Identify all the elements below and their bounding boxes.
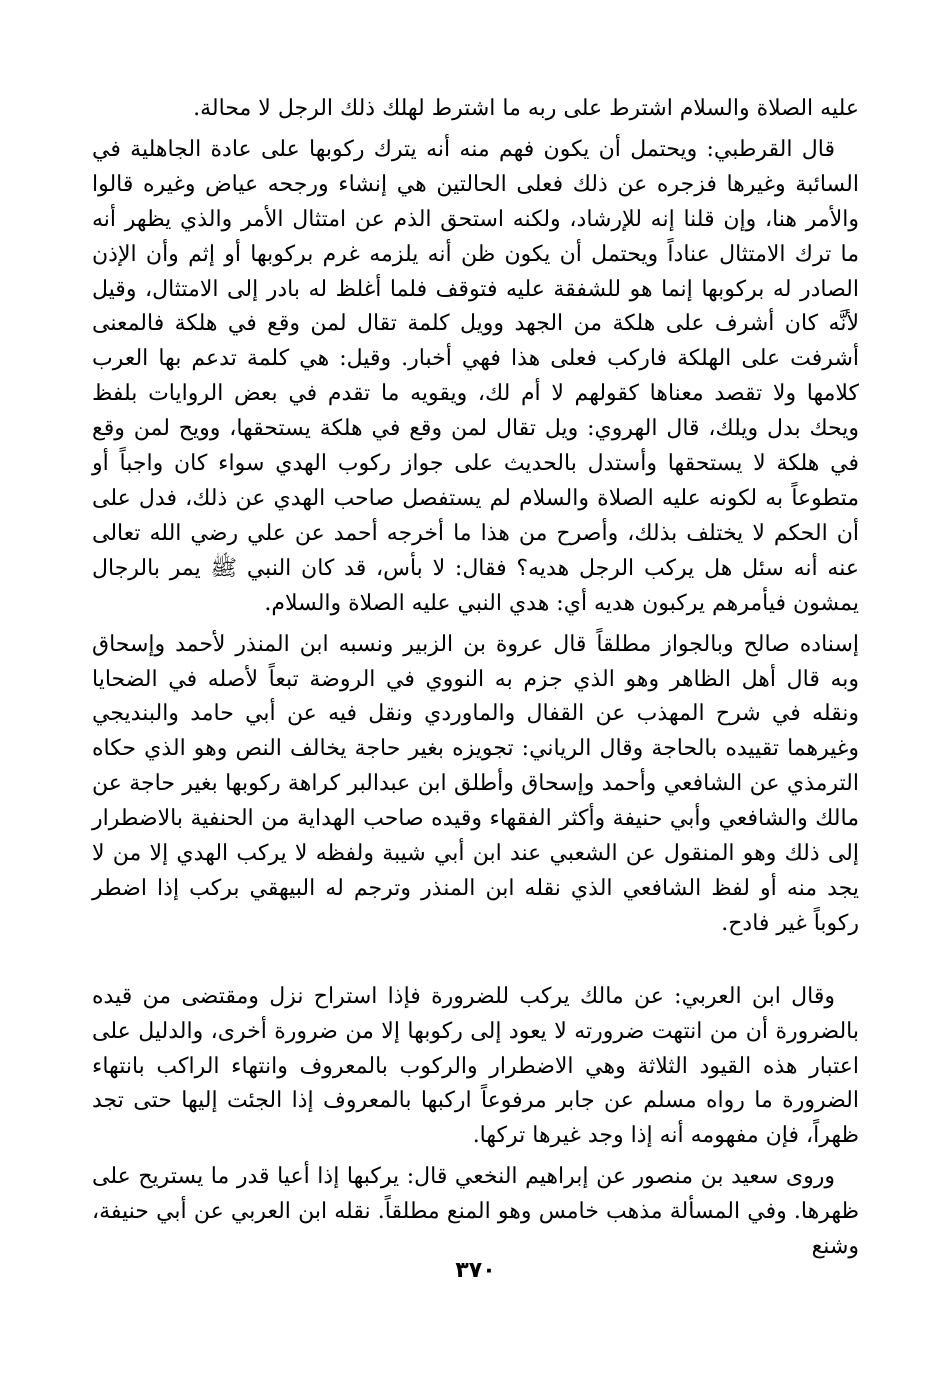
- paragraph-ibn-arabi: وقال ابن العربي: عن مالك يركب للضرورة فإذا استراح نزل ومقتضى من قيده بالضرورة أن من انتهت ضرورته لا يعود إلى ركوبها إلا من ضرورة أخرى، والدليل على اعتبار هذه القيود الثلاثة وهي الاضطرار والركوب بالمعروف وانتهاء الراكب بانتهاء الضرورة ما رواه مسلم عن جابر مرفوعاً اركبها بالمعروف إذا الجئت إليها حتى تجد ظهراً، فإن مفهومه أنه إذا وجد غيرها تركها.: [92, 983, 859, 1149]
- page-number: ٣٧٠: [455, 1258, 496, 1283]
- paragraph-said-ibn-mansur: وروى سعيد بن منصور عن إبراهيم النخعي قال: يركبها إذا أعيا قدر ما يستريح على ظهرها. وفي المسألة مذهب خامس وهو المنع مطلقاً. نقله ابن العربي عن أبي حنيفة، وشنع: [92, 1164, 859, 1260]
- paragraph-qurtubi: قال القرطبي: ويحتمل أن يكون فهم منه أنه يترك ركوبها على عادة الجاهلية في السائبة وغيرها فزجره عن ذلك فعلى الحالتين هي إنشاء ورجحه عياض وغيره قالوا والأمر هنا، وإن قلنا إنه للإرشاد، ولكنه استحق الذم عن امتثال الأمر والذي يظهر أنه ما ترك الامتثال عناداً ويحتمل أن يكون ظن أنه يلزمه غرم بركوبها أو إثم وأن الإذن الصادر له بركوبها إنما هو للشفقة عليه فتوقف فلما أغلظ له بادر إلى الامتثال، وقيل لأنَّه كان أشرف على هلكة من الجهد وويل كلمة تقال لمن وقع في هلكة فالمعنى أشرفت على الهلكة فاركب فعلى هذا فهي أخبار. وقيل: هي كلمة تدعم بها العرب كلامها ولا تقصد معناها كقولهم لا أم لك، ويقويه ما تقدم في بعض الروايات بلفظ ويحك بدل ويلك، قال الهروي: ويل تقال لمن وقع في هلكة يستحقها، وويح لمن وقع في هلكة لا يستحقها وأستدل بالحديث على جواز ركوب الهدي سواء كان واجباً أو متطوعاً به لكونه عليه الصلاة والسلام لم يستفصل صاحب الهدي عن ذلك، فدل على أن الحكم لا يختلف بذلك، وأصرح من هذا ما أخرجه أحمد عن علي رضي الله تعالى عنه أنه سئل هل يركب الرجل هديه؟ فقال: لا بأس، قد كان النبي ﷺ يمر بالرجال يمشون فيأمرهم يركبون هديه أي: هدي النبي عليه الصلاة والسلام.: [92, 136, 859, 616]
- paragraph-isnad: إسناده صالح وبالجواز مطلقاً قال عروة بن الزبير ونسبه ابن المنذر لأحمد وإسحاق وبه قال أهل الظاهر وهو الذي جزم به النووي في الروضة تبعاً لأصله في الضحايا ونقله في شرح المهذب عن القفال والماوردي ونقل فيه عن أبي حامد والبنديجي وغيرهما تقييده بالحاجة وقال الرياني: تجويزه بغير حاجة يخالف النص وهو الذي حكاه الترمذي عن الشافعي وأحمد وإسحاق وأطلق ابن عبدالبر كراهة ركوبها بغير حاجة عن مالك والشافعي وأبي حنيفة وأكثر الفقهاء وقيده صاحب الهداية من الحنفية بالاضطرار إلى ذلك وهو المنقول عن الشعبي عند ابن أبي شيبة ولفظه لا يركب الهدي إلا من لا يجد منه أو لفظ الشافعي الذي نقله ابن المنذر وترجم له البيهقي بركب إذا اضطر ركوباً غير فادح.: [92, 631, 859, 936]
- paragraph-continuation: عليه الصلاة والسلام اشترط على ربه ما اشترط لهلك ذلك الرجل لا محالة.: [193, 96, 859, 121]
- page-body: [92, 92, 859, 1271]
